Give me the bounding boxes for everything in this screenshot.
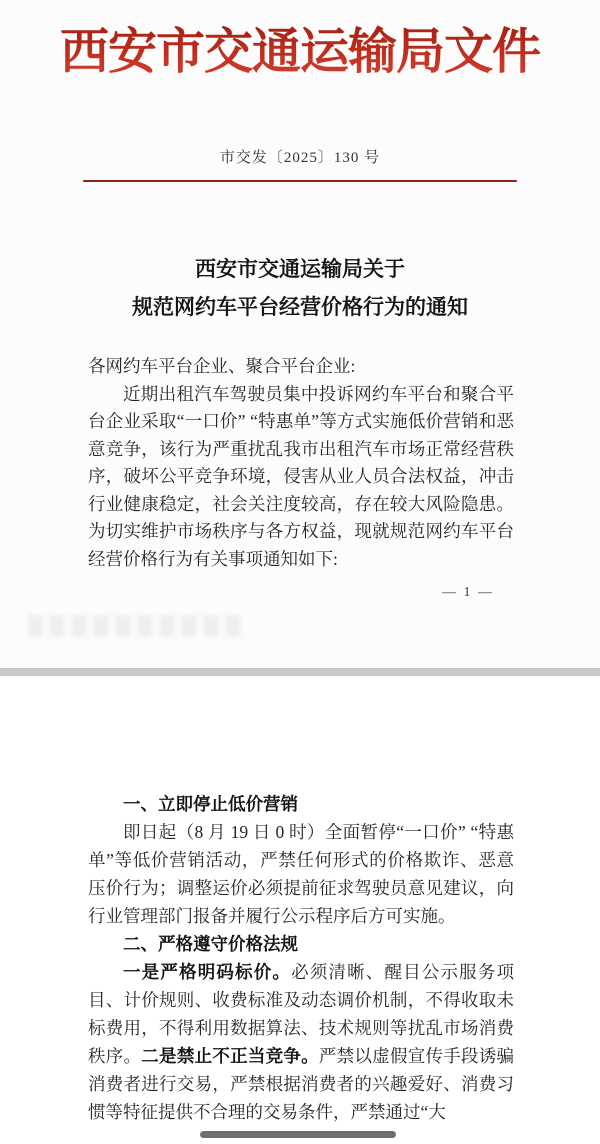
document-title <box>0 250 600 326</box>
section2-heading: 二、严格遵守价格法规 <box>123 934 298 954</box>
section2-point2-lead: 二是禁止不正当竞争。 <box>141 1046 319 1066</box>
document-title-line2: 规范网约车平台经营价格行为的通知 <box>132 295 468 319</box>
scroll-indicator-bar[interactable] <box>200 1131 396 1138</box>
faded-watermark <box>28 615 243 637</box>
section1-heading: 一、立即停止低价营销 <box>123 794 298 814</box>
document-number: 市交发〔2025〕130 号 <box>219 150 381 166</box>
page1-body <box>0 353 600 573</box>
page-separator <box>0 668 600 676</box>
page2-body <box>0 676 600 1126</box>
section2-point1-lead: 一是严格明码标价。 <box>123 962 292 982</box>
agency-letterhead-title: 西安市交通运输局文件 <box>0 0 600 84</box>
section2-paragraph <box>88 958 514 1126</box>
document-title-line1: 西安市交通运输局关于 <box>195 257 405 281</box>
intro-paragraph: 近期出租汽车驾驶员集中投诉网约车平台和聚合平台企业采取“一口价” “特惠单”等方式实施低价营销和恶意竞争，该行为严重扰乱我市出租汽车市场正常经营秩序，破坏公平竞争环境，侵害从业人员合法权益，冲击行业健康稳定，社会关注度较高，存在较大风险隐患。为切实维护市场秩序与各方权益，现就规范网约车平台经营价格行为有关事项通知如下: <box>88 383 514 569</box>
page-number: — 1 — <box>442 585 494 600</box>
red-divider-line <box>83 180 517 182</box>
section1-paragraph: 即日起（8 月 19 日 0 时）全面暂停“一口价” “特惠单”等低价营销活动，严禁任何形式的价格欺诈、恶意压价行为；调整运价必须提前征求驾驶员意见建议，向行业管理部门报备并履行公示程序后方可实施。 <box>88 822 514 926</box>
document-page-2 <box>0 676 600 1144</box>
salutation-line: 各网约车平台企业、聚合平台企业: <box>88 356 356 376</box>
section2-point2-text: 严禁以虚假宣传手段诱骗消费者进行交易，严禁根据消费者的兴趣爱好、消费习惯等特征提供不合理的交易条件，严禁通过“大 <box>88 1046 515 1122</box>
section2-point1-text: 必须清晰、醒目公示服务项目、计价规则、收费标准及动态调价机制，不得收取未标费用，不得利用数据算法、技术规则等扰乱市场消费秩序。 <box>88 962 515 1066</box>
